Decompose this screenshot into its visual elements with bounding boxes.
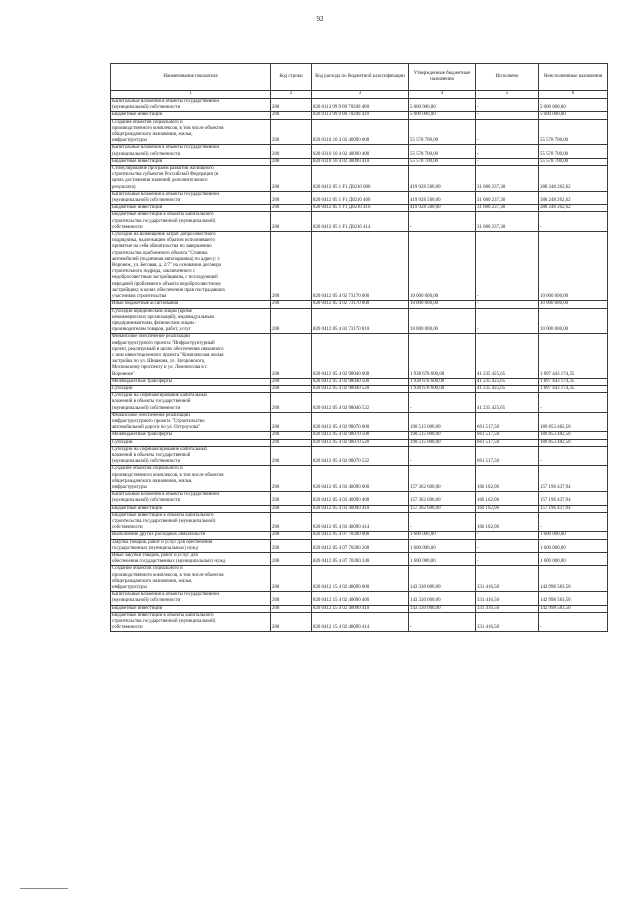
budget-code: 820 0412 05 1 F1 Д0210 414 bbox=[312, 212, 409, 232]
header-remaining: Неисполненные назначения bbox=[539, 64, 608, 91]
executed-amount: 166 162,06 bbox=[476, 505, 539, 512]
indicator-name: Субсидии на софинансирование капитальных вложений в объекты государственной (муниципальной) собственности bbox=[111, 393, 271, 413]
approved-amount: 419 928 500,00 bbox=[409, 191, 476, 204]
remaining-amount: 55 578 700,00 bbox=[539, 158, 608, 165]
remaining-amount: 55 578 700,00 bbox=[539, 145, 608, 158]
line-code: 200 bbox=[271, 158, 312, 165]
column-number: 1 bbox=[111, 91, 271, 99]
budget-code: 820 0412 05 1 F1 Д0210 410 bbox=[312, 205, 409, 212]
indicator-name: Бюджетные инвестиции в объекты капитального строительства государственной (муниципальной) собственности bbox=[111, 212, 271, 232]
line-code: 200 bbox=[271, 566, 312, 592]
indicator-name: Капитальные вложения в объекты государственной (муниципальной) собственности bbox=[111, 191, 271, 204]
table-row bbox=[111, 505, 608, 512]
budget-code: 820 0412 05 4 07 70200 000 bbox=[312, 532, 409, 539]
table-row bbox=[111, 158, 608, 165]
budget-code: 820 0310 10 4 02 40090 410 bbox=[312, 158, 409, 165]
executed-amount: 31 680 237,38 bbox=[476, 166, 539, 192]
indicator-name: Создание объектов социального и производственного комплексов, в том числе объектов общегражданского назначения, жилья, инфраструктуры bbox=[111, 466, 271, 492]
budget-code: 820 0412 05 4 02 98070 000 bbox=[312, 412, 409, 432]
line-code: 200 bbox=[271, 512, 312, 532]
budget-code: 820 0113 99 9 00 70200 410 bbox=[312, 112, 409, 119]
line-code: 200 bbox=[271, 466, 312, 492]
approved-amount: 157 362 600,00 bbox=[409, 505, 476, 512]
budget-code: 820 0412 05 4 02 73170 800 bbox=[312, 301, 409, 308]
table-row bbox=[111, 119, 608, 145]
approved-amount: - bbox=[409, 446, 476, 466]
budget-code: 820 0412 05 4 02 98040 520 bbox=[312, 385, 409, 392]
indicator-name: Капитальные вложения в объекты государственной (муниципальной) собственности bbox=[111, 592, 271, 605]
remaining-amount: 5 000 000,00 bbox=[539, 112, 608, 119]
column-number: 5 bbox=[476, 91, 539, 99]
approved-amount: 10 000 000,00 bbox=[409, 308, 476, 334]
executed-amount: 331 416,50 bbox=[476, 592, 539, 605]
remaining-amount: 1 600 000,00 bbox=[539, 539, 608, 552]
executed-amount: 41 235 425,65 bbox=[476, 378, 539, 385]
executed-amount: 41 235 425,65 bbox=[476, 385, 539, 392]
table-row bbox=[111, 432, 608, 439]
approved-amount: 10 000 000,00 bbox=[409, 232, 476, 301]
table-row bbox=[111, 99, 608, 112]
approved-amount: 419 928 500,00 bbox=[409, 205, 476, 212]
approved-amount: 1 938 678 600,00 bbox=[409, 378, 476, 385]
budget-code: 820 0412 15 4 02 40090 000 bbox=[312, 566, 409, 592]
budget-code: 820 0412 05 4 03 40090 414 bbox=[312, 512, 409, 532]
executed-amount: - bbox=[476, 158, 539, 165]
footer-divider bbox=[20, 888, 68, 889]
remaining-amount: 1 897 443 174,35 bbox=[539, 378, 608, 385]
table-row bbox=[111, 512, 608, 532]
budget-code: 820 0412 05 1 F1 Д0210 000 bbox=[312, 166, 409, 192]
line-code: 200 bbox=[271, 308, 312, 334]
executed-amount: 331 416,50 bbox=[476, 605, 539, 612]
line-code: 200 bbox=[271, 212, 312, 232]
line-code: 200 bbox=[271, 446, 312, 466]
remaining-amount: - bbox=[539, 512, 608, 532]
indicator-name: Бюджетные инвестиции bbox=[111, 205, 271, 212]
column-number: 4 bbox=[409, 91, 476, 99]
approved-amount: 1 938 678 600,00 bbox=[409, 334, 476, 378]
executed-amount: 166 162,06 bbox=[476, 492, 539, 505]
approved-amount: 1 600 000,00 bbox=[409, 553, 476, 566]
indicator-name: Межбюджетные трансферты bbox=[111, 378, 271, 385]
approved-amount: 55 578 700,00 bbox=[409, 158, 476, 165]
executed-amount: 661 517,50 bbox=[476, 439, 539, 446]
indicator-name: Субсидии юридическим лицам (кроме некоммерческих организаций), индивидуальным предпринимателям, физическим лицам - производителям товаров, работ, услуг bbox=[111, 308, 271, 334]
remaining-amount: 1 600 000,00 bbox=[539, 532, 608, 539]
line-code: 200 bbox=[271, 301, 312, 308]
table-row bbox=[111, 385, 608, 392]
table-row bbox=[111, 539, 608, 552]
remaining-amount: 10 000 000,00 bbox=[539, 301, 608, 308]
budget-code: 820 0412 15 4 02 40090 414 bbox=[312, 612, 409, 632]
indicator-name: Капитальные вложения в объекты государственной (муниципальной) собственности bbox=[111, 145, 271, 158]
remaining-amount: 189 853 482,50 bbox=[539, 412, 608, 432]
table-row bbox=[111, 334, 608, 378]
header-line-code: Код строки bbox=[271, 64, 312, 91]
table-row bbox=[111, 378, 608, 385]
line-code: 200 bbox=[271, 232, 312, 301]
indicator-name: Финансовое обеспечение реализации инфраструктурного проекта "Инфраструктурный проект, реализуемый в целях обеспечения связанного с ним инвестиционного проекта "Комплексная жилая застройка по ул. Шишкова, ул. Загоровского, Московскому проспекту и ул. Ломоносова в г. Воронеже" bbox=[111, 334, 271, 378]
approved-amount: - bbox=[409, 612, 476, 632]
header-budget-code: Код расхода по бюджетной классификации bbox=[312, 64, 409, 91]
line-code: 200 bbox=[271, 612, 312, 632]
line-code: 200 bbox=[271, 532, 312, 539]
executed-amount: - bbox=[476, 301, 539, 308]
remaining-amount: 388 248 262,62 bbox=[539, 166, 608, 192]
budget-code: 820 0412 05 4 02 98040 000 bbox=[312, 334, 409, 378]
page-number: 92 bbox=[316, 15, 324, 23]
approved-amount: - bbox=[409, 512, 476, 532]
approved-amount: 5 000 000,00 bbox=[409, 112, 476, 119]
indicator-name: Создание объектов социального и производственного комплексов, в том числе объектов общегражданского назначения, жилья, инфраструктуры bbox=[111, 119, 271, 145]
approved-amount: 143 330 000,00 bbox=[409, 566, 476, 592]
executed-amount: - bbox=[476, 553, 539, 566]
remaining-amount: - bbox=[539, 393, 608, 413]
remaining-amount: 388 248 262,62 bbox=[539, 191, 608, 204]
indicator-name: Субсидии bbox=[111, 385, 271, 392]
table-row bbox=[111, 566, 608, 592]
approved-amount: 157 362 600,00 bbox=[409, 466, 476, 492]
budget-code: 820 0412 05 4 03 40090 410 bbox=[312, 505, 409, 512]
table-row bbox=[111, 145, 608, 158]
approved-amount: 55 578 700,00 bbox=[409, 145, 476, 158]
remaining-amount: 388 248 262,62 bbox=[539, 205, 608, 212]
table-row bbox=[111, 592, 608, 605]
table-row bbox=[111, 205, 608, 212]
approved-amount: 190 515 000,00 bbox=[409, 432, 476, 439]
indicator-name: Иные бюджетные ассигнования bbox=[111, 301, 271, 308]
remaining-amount: 157 196 437,94 bbox=[539, 492, 608, 505]
executed-amount: 331 416,50 bbox=[476, 612, 539, 632]
approved-amount: 190 515 000,00 bbox=[409, 412, 476, 432]
line-code: 200 bbox=[271, 385, 312, 392]
line-code: 200 bbox=[271, 592, 312, 605]
remaining-amount: - bbox=[539, 612, 608, 632]
budget-code: 820 0412 05 4 02 98070 520 bbox=[312, 439, 409, 446]
executed-amount: - bbox=[476, 539, 539, 552]
line-code: 200 bbox=[271, 393, 312, 413]
table-row bbox=[111, 605, 608, 612]
line-code: 200 bbox=[271, 378, 312, 385]
remaining-amount: 5 000 000,00 bbox=[539, 99, 608, 112]
approved-amount: 157 362 600,00 bbox=[409, 492, 476, 505]
remaining-amount: 142 998 583,50 bbox=[539, 592, 608, 605]
column-number: 6 bbox=[539, 91, 608, 99]
line-code: 200 bbox=[271, 166, 312, 192]
approved-amount: 1 938 678 600,00 bbox=[409, 385, 476, 392]
executed-amount: - bbox=[476, 112, 539, 119]
remaining-amount: 157 196 437,94 bbox=[539, 466, 608, 492]
table-row bbox=[111, 612, 608, 632]
remaining-amount: 157 196 437,94 bbox=[539, 505, 608, 512]
table-row bbox=[111, 532, 608, 539]
executed-amount: - bbox=[476, 119, 539, 145]
budget-code: 820 0412 05 4 02 73170 810 bbox=[312, 308, 409, 334]
executed-amount: 31 680 237,38 bbox=[476, 205, 539, 212]
budget-code: 820 0412 05 4 02 98040 522 bbox=[312, 393, 409, 413]
budget-code: 820 0412 05 1 F1 Д0210 400 bbox=[312, 191, 409, 204]
table-row bbox=[111, 166, 608, 192]
approved-amount: 1 600 000,00 bbox=[409, 532, 476, 539]
line-code: 200 bbox=[271, 191, 312, 204]
table-body bbox=[111, 99, 608, 632]
budget-code: 820 0412 05 4 03 40090 400 bbox=[312, 492, 409, 505]
line-code: 200 bbox=[271, 119, 312, 145]
column-number: 3 bbox=[312, 91, 409, 99]
executed-amount: 41 235 425,65 bbox=[476, 393, 539, 413]
indicator-name: Бюджетные инвестиции bbox=[111, 605, 271, 612]
budget-code: 820 0412 05 4 02 73170 000 bbox=[312, 232, 409, 301]
line-code: 200 bbox=[271, 334, 312, 378]
budget-code: 820 0113 99 9 00 70200 400 bbox=[312, 99, 409, 112]
remaining-amount: 10 000 000,00 bbox=[539, 308, 608, 334]
line-code: 200 bbox=[271, 99, 312, 112]
executed-amount: 331 416,50 bbox=[476, 566, 539, 592]
indicator-name: Бюджетные инвестиции bbox=[111, 158, 271, 165]
budget-execution-table bbox=[110, 63, 608, 632]
line-code: 200 bbox=[271, 205, 312, 212]
budget-code: 820 0412 05 4 03 40090 000 bbox=[312, 466, 409, 492]
remaining-amount: - bbox=[539, 446, 608, 466]
executed-amount: - bbox=[476, 308, 539, 334]
line-code: 200 bbox=[271, 439, 312, 446]
line-code: 200 bbox=[271, 492, 312, 505]
indicator-name: Субсидии bbox=[111, 439, 271, 446]
approved-amount: 10 000 000,00 bbox=[409, 301, 476, 308]
table-header-row bbox=[111, 64, 608, 91]
column-number-row bbox=[111, 91, 608, 99]
executed-amount: 41 235 425,65 bbox=[476, 334, 539, 378]
executed-amount: 661 517,50 bbox=[476, 432, 539, 439]
indicator-name: Бюджетные инвестиции в объекты капитального строительства государственной (муниципальной) собственности bbox=[111, 612, 271, 632]
executed-amount: - bbox=[476, 99, 539, 112]
line-code: 200 bbox=[271, 605, 312, 612]
line-code: 200 bbox=[271, 145, 312, 158]
table-row bbox=[111, 301, 608, 308]
approved-amount: 143 330 000,00 bbox=[409, 605, 476, 612]
indicator-name: Капитальные вложения в объекты государственной (муниципальной) собственности bbox=[111, 492, 271, 505]
header-executed: Исполнено bbox=[476, 64, 539, 91]
indicator-name: Финансовое обеспечение реализации инфраструктурного проекта "Строительство автомобильной дороги по ул. Остроухова" bbox=[111, 412, 271, 432]
budget-code: 820 0412 15 4 02 40090 410 bbox=[312, 605, 409, 612]
indicator-name: Бюджетные инвестиции bbox=[111, 505, 271, 512]
executed-amount: - bbox=[476, 232, 539, 301]
table-row bbox=[111, 492, 608, 505]
line-code: 200 bbox=[271, 505, 312, 512]
executed-amount: 31 680 237,38 bbox=[476, 191, 539, 204]
indicator-name: Субсидии на софинансирование капитальных вложений в объекты государственной (муниципальной) собственности bbox=[111, 446, 271, 466]
indicator-name: Межбюджетные трансферты bbox=[111, 432, 271, 439]
executed-amount: 661 517,50 bbox=[476, 412, 539, 432]
table-row bbox=[111, 191, 608, 204]
budget-code: 820 0412 05 4 07 70200 240 bbox=[312, 553, 409, 566]
approved-amount: 55 578 700,00 bbox=[409, 119, 476, 145]
table-row bbox=[111, 553, 608, 566]
remaining-amount: 189 853 482,50 bbox=[539, 432, 608, 439]
approved-amount: 419 928 500,00 bbox=[409, 166, 476, 192]
approved-amount: 190 515 000,00 bbox=[409, 439, 476, 446]
approved-amount: 1 600 000,00 bbox=[409, 539, 476, 552]
executed-amount: - bbox=[476, 145, 539, 158]
remaining-amount: 189 853 482,50 bbox=[539, 439, 608, 446]
header-indicator-name: Наименование показателя bbox=[111, 64, 271, 91]
indicator-name: Бюджетные инвестиции в объекты капитального строительства государственной (муниципальной) собственности bbox=[111, 512, 271, 532]
budget-code: 820 0412 05 4 02 98070 522 bbox=[312, 446, 409, 466]
line-code: 200 bbox=[271, 112, 312, 119]
indicator-name: Иные закупки товаров, работ и услуг для обеспечения государственных (муниципальных) нужд bbox=[111, 553, 271, 566]
table-row bbox=[111, 212, 608, 232]
remaining-amount: 142 998 583,50 bbox=[539, 605, 608, 612]
line-code: 200 bbox=[271, 412, 312, 432]
budget-code: 820 0412 05 4 07 70200 200 bbox=[312, 539, 409, 552]
indicator-name: Создание объектов социального и производственного комплексов, в том числе объектов общегражданского назначения, жилья, инфраструктуры bbox=[111, 566, 271, 592]
budget-code: 820 0310 10 4 02 40090 400 bbox=[312, 145, 409, 158]
budget-code: 820 0412 05 4 02 98040 500 bbox=[312, 378, 409, 385]
table-row bbox=[111, 232, 608, 301]
table-row bbox=[111, 308, 608, 334]
table-row bbox=[111, 393, 608, 413]
executed-amount: 661 517,50 bbox=[476, 446, 539, 466]
remaining-amount: 1 897 443 174,35 bbox=[539, 334, 608, 378]
table-row bbox=[111, 466, 608, 492]
remaining-amount: 1 600 000,00 bbox=[539, 553, 608, 566]
approved-amount: 143 330 000,00 bbox=[409, 592, 476, 605]
header-approved: Утвержденные бюджетные назначения bbox=[409, 64, 476, 91]
executed-amount: - bbox=[476, 532, 539, 539]
indicator-name: Субсидии на возмещение затрат добросовестного подрядчика, надлежащим образом исполнившего принятые на себя обязательства по завершению строительства проблемного объекта "Стоянка автомобилей (подземная автопарковка) по адресу: г. Воронеж, ул. Беговая, д. 2/7" на основании договора строительного подряда, заключенного с недобросовестным застройщиком, с последующей передачей проблемного объекта недобросовестному застройщику в целях обеспечения прав пострадавших участников строительства bbox=[111, 232, 271, 301]
line-code: 200 bbox=[271, 432, 312, 439]
approved-amount: 5 000 000,00 bbox=[409, 99, 476, 112]
approved-amount: - bbox=[409, 212, 476, 232]
remaining-amount: - bbox=[539, 212, 608, 232]
remaining-amount: 142 998 583,50 bbox=[539, 566, 608, 592]
remaining-amount: 1 897 443 174,35 bbox=[539, 385, 608, 392]
executed-amount: 31 680 237,38 bbox=[476, 212, 539, 232]
remaining-amount: 10 000 000,00 bbox=[539, 232, 608, 301]
approved-amount: - bbox=[409, 393, 476, 413]
line-code: 200 bbox=[271, 539, 312, 552]
remaining-amount: 55 578 700,00 bbox=[539, 119, 608, 145]
table-row bbox=[111, 439, 608, 446]
executed-amount: 166 162,06 bbox=[476, 512, 539, 532]
budget-code: 820 0412 15 4 02 40090 400 bbox=[312, 592, 409, 605]
indicator-name: Закупка товаров, работ и услуг для обеспечения государственных (муниципальных) нужд bbox=[111, 539, 271, 552]
indicator-name: Капитальные вложения в объекты государственной (муниципальной) собственности bbox=[111, 99, 271, 112]
indicator-name: Стимулирование программ развития жилищного строительства субъектов Российской Федерации (в целях достижения значений дополнительного результата) bbox=[111, 166, 271, 192]
column-number: 2 bbox=[271, 91, 312, 99]
table-row bbox=[111, 446, 608, 466]
line-code: 200 bbox=[271, 553, 312, 566]
table-row bbox=[111, 412, 608, 432]
budget-code: 820 0412 05 4 02 98070 500 bbox=[312, 432, 409, 439]
budget-code: 820 0310 10 4 02 40090 000 bbox=[312, 119, 409, 145]
table-row bbox=[111, 112, 608, 119]
indicator-name: Выполнение других расходных обязательств bbox=[111, 532, 271, 539]
indicator-name: Бюджетные инвестиции bbox=[111, 112, 271, 119]
executed-amount: 166 162,06 bbox=[476, 466, 539, 492]
